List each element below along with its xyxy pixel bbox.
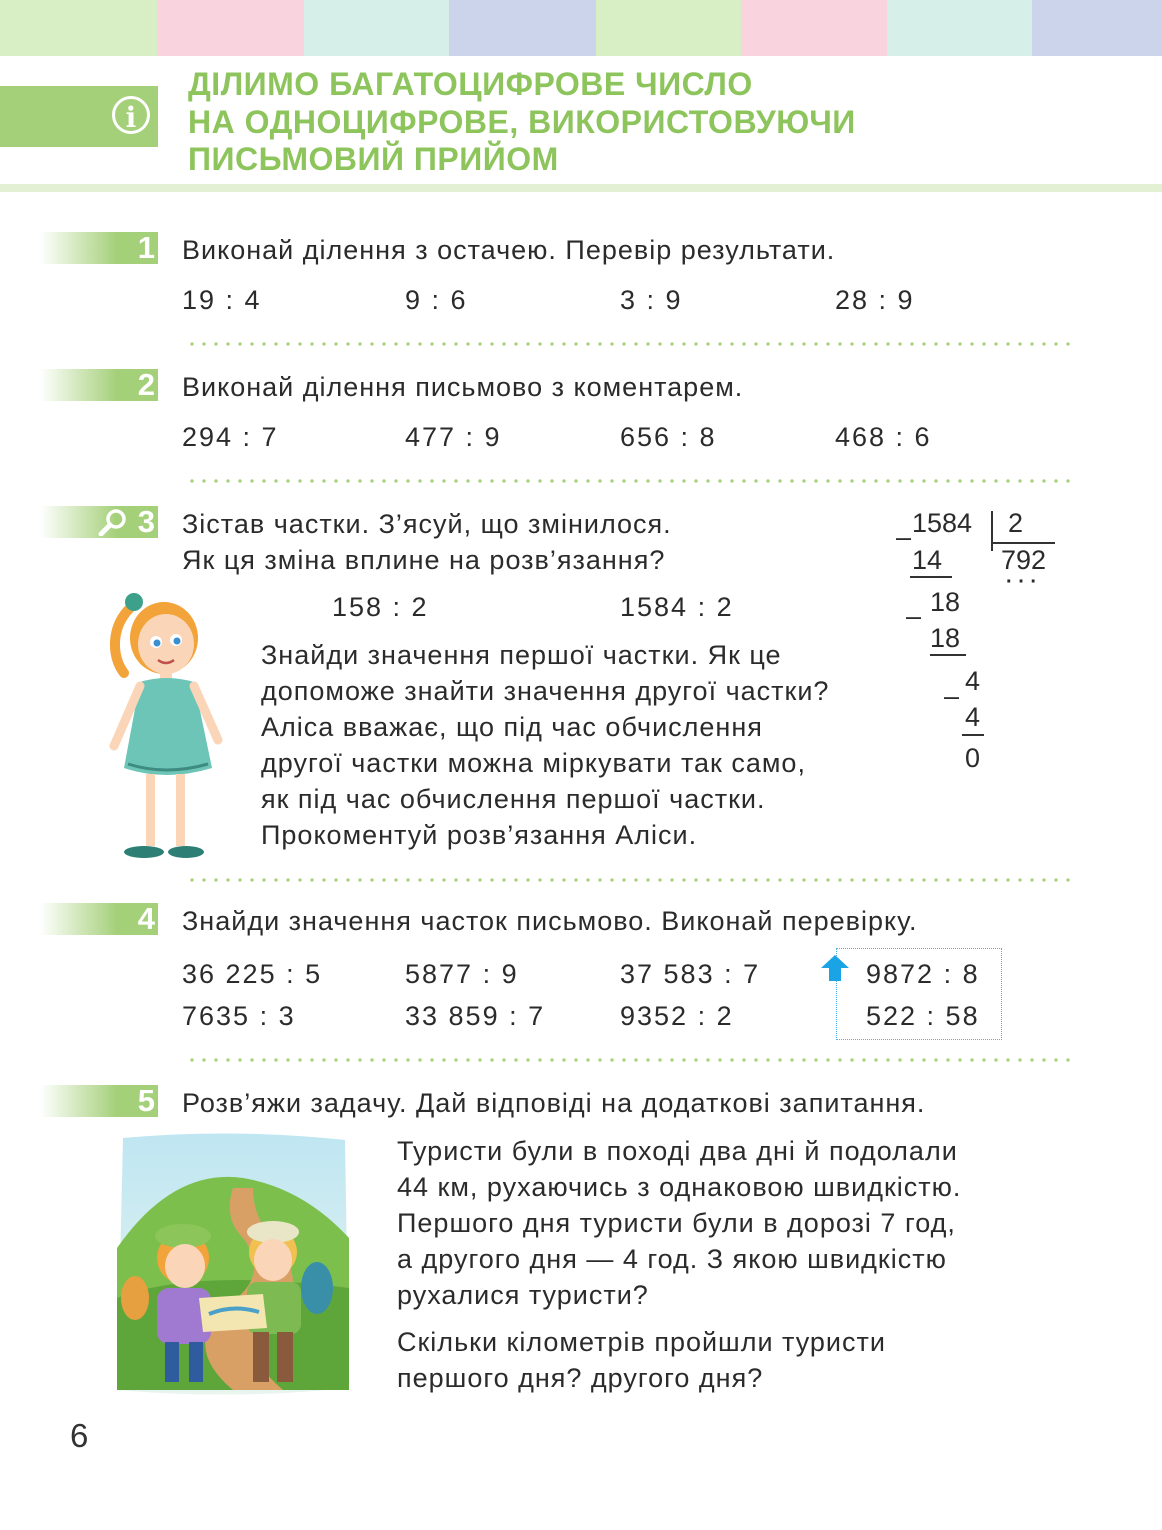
task-1-number: 1 — [137, 230, 155, 265]
task-4-advanced-2: 522 : 58 — [866, 1001, 980, 1031]
top-strip-2 — [157, 0, 304, 56]
task-5-extra-questions — [397, 1324, 886, 1396]
top-strip-5 — [596, 0, 741, 56]
task-5-number: 5 — [137, 1083, 155, 1118]
ld-quotient-dots: · · · — [1006, 571, 1038, 593]
task-3-paragraph-line-1: Знайди значення першої частки. Як це — [261, 640, 782, 670]
task-2-expr-2: 477 : 9 — [405, 422, 502, 452]
task-4-expr-1: 36 225 : 5 — [182, 959, 323, 989]
top-strip-1 — [0, 0, 157, 56]
task-3-paragraph-line-5: як під час обчислення першої частки. — [261, 784, 766, 814]
task-5-extra-line-2: першого дня? другого дня? — [397, 1363, 764, 1393]
ld-step-4: 4 — [965, 666, 981, 696]
ld-underline-2 — [930, 654, 966, 656]
task-3-expr-1: 158 : 2 — [332, 592, 429, 622]
task-4-expr-5: 33 859 : 7 — [405, 1001, 546, 1031]
top-strip-4 — [449, 0, 596, 56]
info-icon: i — [112, 96, 150, 134]
task-3-paragraph — [261, 637, 829, 853]
task-3-expr-2: 1584 : 2 — [620, 592, 734, 622]
task-4-expr-4: 7635 : 3 — [182, 1001, 296, 1031]
ld-divider-vertical — [991, 511, 993, 551]
task-5-problem-line-5: рухалися туристи? — [397, 1280, 649, 1310]
task-1-tab — [40, 232, 158, 264]
task-3-tab — [40, 506, 158, 538]
task-3-paragraph-line-3: Аліса вважає, що під час обчислення — [261, 712, 763, 742]
task-5-tab — [40, 1085, 158, 1117]
task-1-expr-4: 28 : 9 — [835, 285, 915, 315]
divider-dots-4 — [186, 1058, 1070, 1062]
top-strip-3 — [304, 0, 449, 56]
ld-step-3: 18 — [930, 623, 961, 653]
task-1-expr-1: 19 : 4 — [182, 285, 262, 315]
task-3-paragraph-line-2: допоможе знайти значення другої частки? — [261, 676, 830, 706]
up-arrow-icon — [820, 954, 850, 982]
ld-minus-3: – — [944, 681, 960, 711]
task-2-expr-1: 294 : 7 — [182, 422, 279, 452]
task-3-paragraph-line-4: другої частки можна міркувати так само, — [261, 748, 806, 778]
ld-divisor: 2 — [1008, 508, 1024, 538]
ld-dividend: 1584 — [912, 508, 973, 538]
ld-step-6: 0 — [965, 743, 981, 773]
task-3-number: 3 — [137, 504, 155, 539]
task-4-expr-3: 37 583 : 7 — [620, 959, 761, 989]
task-2-tab — [40, 369, 158, 401]
task-4-tab — [40, 903, 158, 935]
top-strip-7 — [887, 0, 1032, 56]
task-3-line-1: Зістав частки. З’ясуй, що змінилося. — [182, 509, 672, 539]
ld-step-2: 18 — [930, 587, 961, 617]
ld-step-1: 14 — [912, 545, 943, 575]
task-1-instruction: Виконай ділення з остачею. Перевір результати. — [182, 235, 836, 265]
task-4-number: 4 — [137, 901, 155, 936]
task-2-instruction: Виконай ділення письмово з коментарем. — [182, 372, 744, 402]
task-2-expr-4: 468 : 6 — [835, 422, 932, 452]
task-5-problem — [397, 1133, 961, 1313]
task-1-expr-3: 3 : 9 — [620, 285, 683, 315]
task-4-instruction: Знайди значення часток письмово. Виконай перевірку. — [182, 906, 918, 936]
task-4-expr-2: 5877 : 9 — [405, 959, 519, 989]
title-line-2: НА ОДНОЦИФРОВЕ, ВИКОРИСТОВУЮЧИ — [188, 103, 856, 140]
task-4-expr-6: 9352 : 2 — [620, 1001, 734, 1031]
task-1-expr-2: 9 : 6 — [405, 285, 468, 315]
task-5-instruction: Розв’яжи задачу. Дай відповіді на додаткові запитання. — [182, 1088, 926, 1118]
title-line-3: ПИСЬМОВИЙ ПРИЙОМ — [188, 141, 559, 177]
top-strip-8 — [1032, 0, 1162, 56]
ld-underline-1 — [910, 576, 952, 578]
task-5-extra-line-1: Скільки кілометрів пройшли туристи — [397, 1327, 886, 1357]
ld-minus-2: – — [906, 601, 922, 631]
task-2-number: 2 — [137, 367, 155, 402]
task-5-problem-line-3: Першого дня туристи були в дорозі 7 год, — [397, 1208, 956, 1238]
girl-illustration — [100, 578, 240, 868]
page-title — [188, 66, 856, 179]
divider-dots-2 — [186, 479, 1070, 483]
ld-quotient: 792 — [1001, 545, 1047, 575]
task-5-problem-line-2: 44 км, рухаючись з однаковою швидкістю. — [397, 1172, 962, 1202]
divider-dots-3 — [186, 878, 1070, 882]
task-3-paragraph-line-6: Прокоментуй розв’язання Аліси. — [261, 820, 698, 850]
title-line-1: ДІЛИМО БАГАТОЦИФРОВЕ ЧИСЛО — [188, 66, 753, 102]
ld-underline-3 — [962, 734, 984, 736]
task-4-advanced-1: 9872 : 8 — [866, 959, 980, 989]
tourists-illustration — [113, 1128, 353, 1398]
ld-minus-1: – — [896, 522, 912, 552]
divider-dots-1 — [186, 342, 1070, 346]
task-3-line-2: Як ця зміна вплине на розв’язання? — [182, 545, 666, 575]
top-strip-6 — [741, 0, 887, 56]
page-number: 6 — [70, 1417, 89, 1454]
ld-step-5: 4 — [965, 702, 981, 732]
task-5-problem-line-4: а другого дня — 4 год. З якою швидкістю — [397, 1244, 947, 1274]
task-2-expr-3: 656 : 8 — [620, 422, 717, 452]
magnifier-icon — [98, 508, 128, 536]
task-5-problem-line-1: Туристи були в поході два дні й подолали — [397, 1136, 958, 1166]
title-divider — [0, 184, 1162, 192]
